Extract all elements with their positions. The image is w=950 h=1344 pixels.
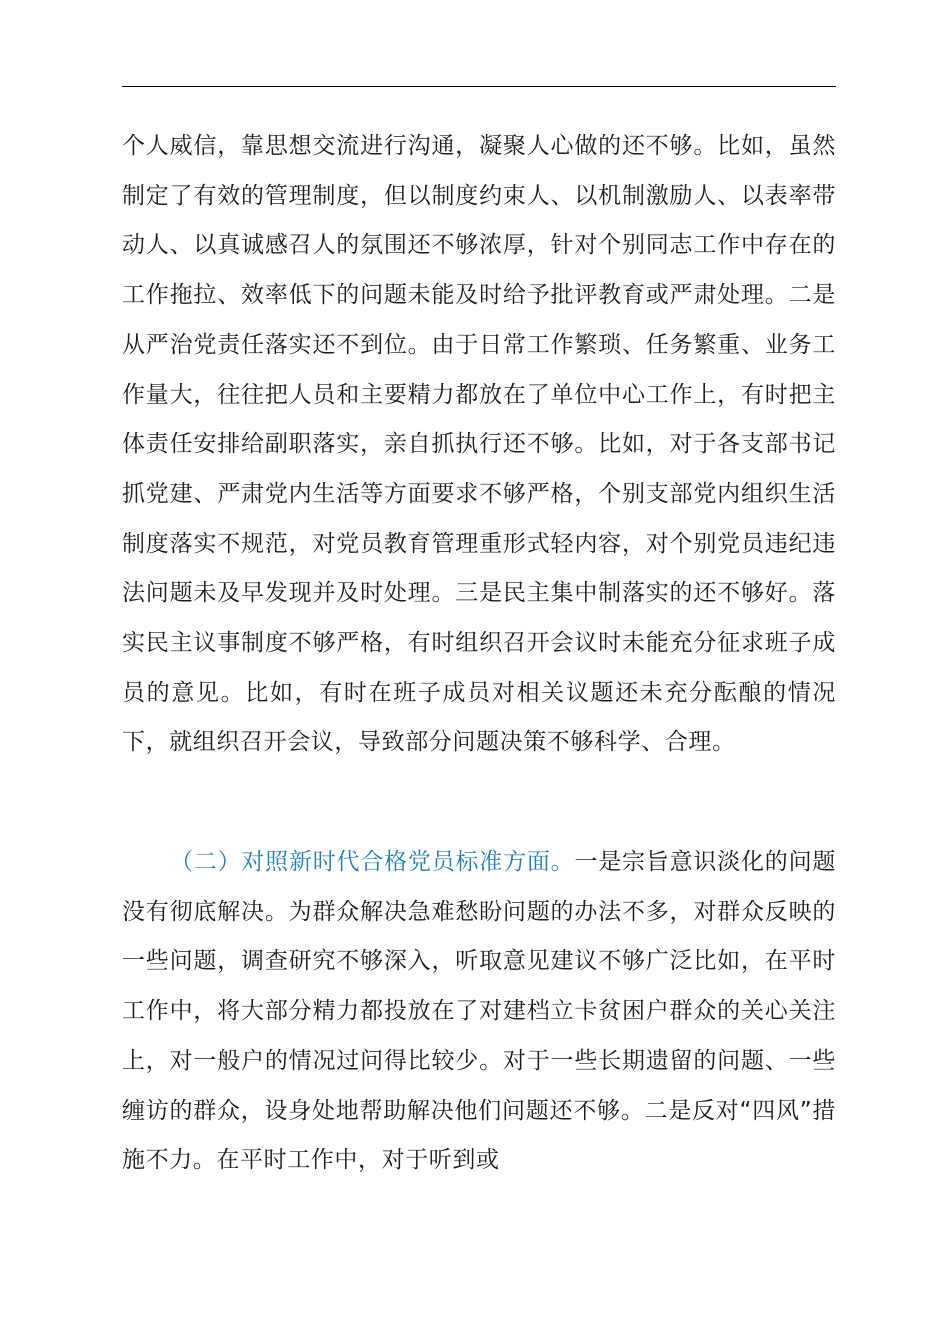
- section-heading: （二）对照新时代合格党员标准方面。: [170, 849, 575, 875]
- paragraph-2-text: 一是宗旨意识淡化的问题没有彻底解决。为群众解决急难愁盼问题的办法不多，对群众反映的一些问题，调查研究不够深入，听取意见建议不够广泛比如，在平时工作中，将大部分精力都投放在了对建档立卡贫困户群众的关心关注上，对一般户的情况过问得比较少。对于一些长期遗留的问题、一些缠访的群众，设身处地帮助解决他们问题还不够。二是反对“四风”措施不力。在平时工作中，对于听到或: [122, 849, 836, 1174]
- body-paragraph-2: [122, 838, 836, 1186]
- header-rule: [122, 86, 836, 87]
- body-paragraph-1: 个人威信，靠思想交流进行沟通，凝聚人心做的还不够。比如，虽然制定了有效的管理制度，但以制度约束人、以机制激励人、以表率带动人、以真诚感召人的氛围还不够浓厚，针对个别同志工作中存在的工作拖拉、效率低下的问题未能及时给予批评教育或严肃处理。二是从严治党责任落实还不到位。由于日常工作繁琐、任务繁重、业务工作量大，往往把人员和主要精力都放在了单位中心工作上，有时把主体责任安排给副职落实，亲自抓执行还不够。比如，对于各支部书记抓党建、严肃党内生活等方面要求不够严格，个别支部党内组织生活制度落实不规范，对党员教育管理重形式轻内容，对个别党员违纪违法问题未及早发现并及时处理。三是民主集中制落实的还不够好。落实民主议事制度不够严格，有时组织召开会议时未能充分征求班子成员的意见。比如，有时在班子成员对相关议题还未充分酝酿的情况下，就组织召开会议，导致部分问题决策不够科学、合理。: [122, 133, 836, 756]
